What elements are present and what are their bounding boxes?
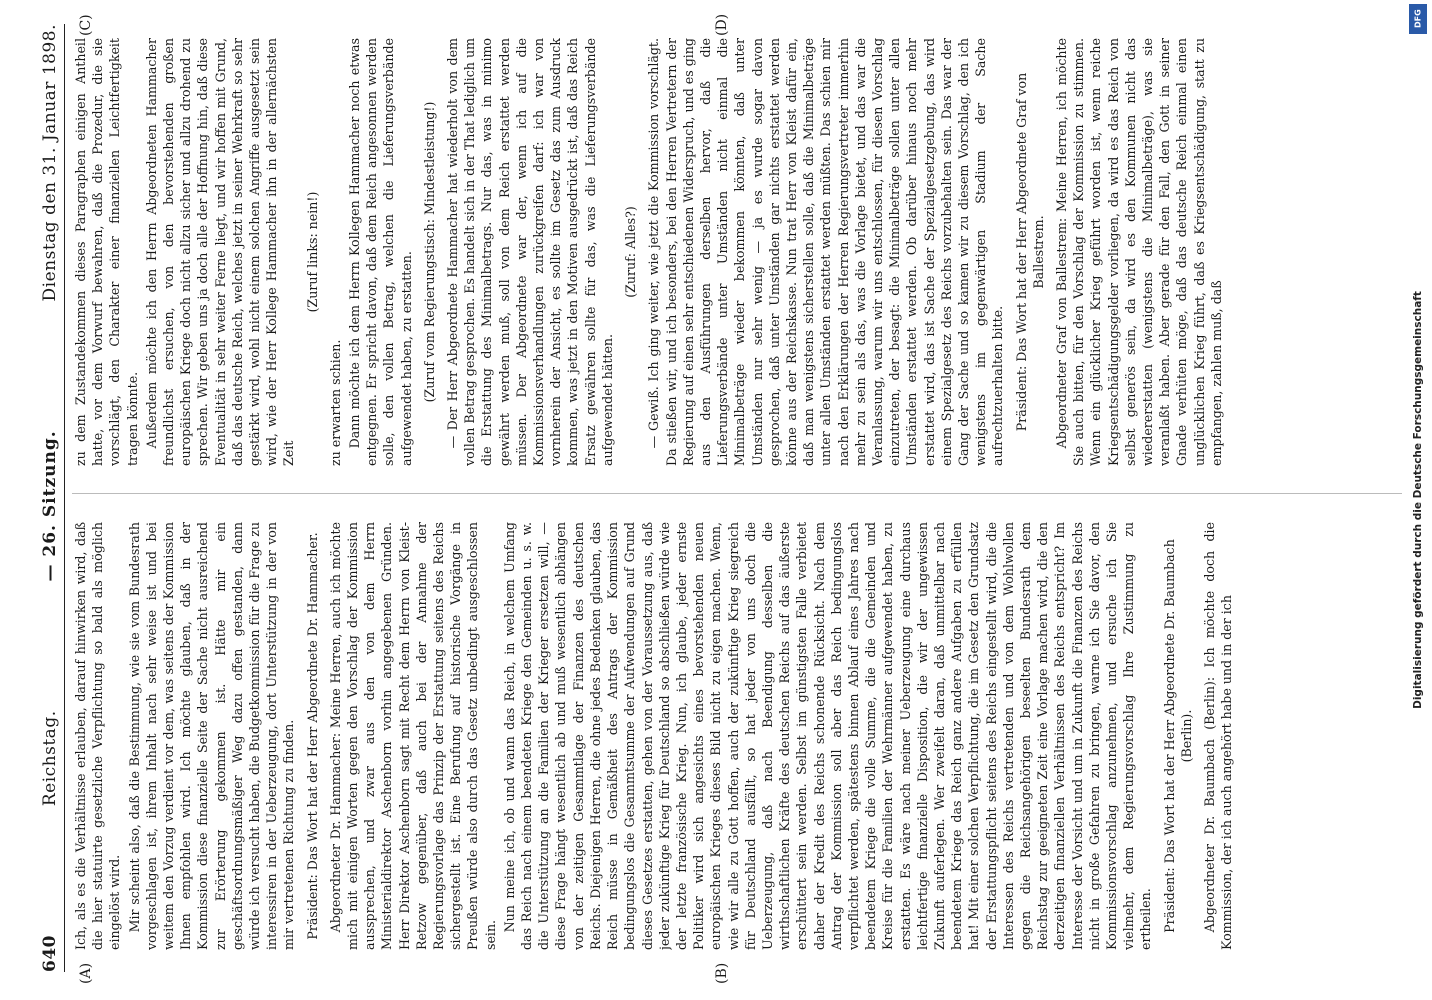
paragraph: — Der Herr Abgeordnete Hammacher hat wiederholt von dem vollen Betrag gesprochen. Es handelt sich in der That lediglich um die Erstattung des Minimalbetrags. Nur das, was in minimo gewährt werden muß, soll von dem Reich erstattet werden müssen. Der Abgeordnete war der, wenn ich auf die Kommissionsverhandlungen zurückgreifen darf: ich war von vornherein der Ansicht, es sollte im Gesetz das zum Ausdruck kommen, was jetzt in den Motiven ausgedrückt ist, daß das Reich Ersatz gewähren sollte für das, was die Lieferungsverbände aufgewendet hätten. [445,38,615,466]
paragraph: Mir scheint also, daß die Bestimmung, wie sie vom Bundesrath vorgeschlagen ist, ihrem Inhalt nach sehr weise ist und bei weitem den Vorzug verdient vor dem, was seitens der Kommission Ihnen empfohlen wird. Ich möchte glauben, daß in der Kommission diese finanzielle Seite der Sache nicht ausreichend zur Erörterung gekommen ist. Hätte mir ein geschäftsordnungsmäßiger Weg dazu offen gestanden, dann würde ich versucht haben, die Budgetkommission für die Frage zu interessiren in der Ueberzeugung, dort Unterstützung in der von mir vertretenen Richtung zu finden. [126,522,297,950]
paragraph: Nun meine ich, ob und wann das Reich, in welchem Umfang das Reich nach einem beendeten Kriege den Gemeinden u. s. w. die Unterstützung an die Familien der Krieger ersetzen will, — diese Frage hängt wesentlich ab und muß wesentlich abhängen von der zeitigen Gesammtlage der Finanzen des deutschen Reichs. Diejenigen Herren, die ohne jedes Bedenken glauben, das Reich müsse in Gemäßheit des Antrags der Kommission bedingungslos die Gesammtsumme der Aufwendungen auf Grund dieses Gesetzes erstatten, gehen von der Voraussetzung aus, daß jeder zukünftige Krieg für Deutschland so abschließen würde wie der letzte französische Krieg. Nun, ich glaube, jeder ernste Politiker wird sich angesichts eines bevorstehenden neuen europäischen Krieges dieses Bild nicht zu eigen machen. Wenn, wie wir alle zu Gott hoffen, auch der zukünftige Krieg siegreich für Deutschland ausfällt, so hat jeder von uns doch die Ueberzeugung, daß nach Beendigung desselben die wirthschaftlichen Kräfte des deutschen Reichs auf das äußerste erschüttert sein werden. Selbst im günstigsten Falle verbietet daher der Kredit des Reichs schonende Rücksicht. Nach dem Antrag der Kommission soll aber das Reich bedingungslos verpflichtet werden, spätestens binnen Ablauf eines Jahres nach beendetem Kriege die volle Summe, die die Gemeinden und Kreise für die Familien der Wehrmänner aufgewendet haben, zu erstatten. Es wäre nach meiner Ueberzeugung eine durchaus leichtfertige finanzielle Disposition, die wir der ungewissen Zukunft auferlegen. Wer zweifelt daran, daß unmittelbar nach beendetem Kriege das Reich ganz andere Aufgaben zu erfüllen hat! Mit einer solchen Verpflichtung, die im Gesetz den Grundsatz der Erstattungspflicht seitens des Reichs eingestellt wird, die die Interessen des Reichs vertretenden und von dem Wohlwollen gegen die Reichsangehörigen beseelten Bundesrath dem Reichstag zur geeigneten Zeit eine Vorlage machen wird, die den derzeitigen finanziellen Verhältnissen des Reichs entspricht? Im Interesse der Vorsicht und um in Zukunft die Finanzen des Reichs nicht in große Gefahren zu bringen, warne ich Sie davor, den Kommissionsvorschlag anzunehmen, und ersuche ich Sie vielmehr, dem Regierungsvorschlag Ihre Zustimmung zu ertheilen. [501,522,1154,950]
header-title: Reichstag. [40,710,60,807]
page-header [20,24,65,972]
paragraph: Abgeordneter Dr. Baumbach (Berlin): Ich möchte doch die Kommission, der ich auch angehört habe und in der ich [1202,522,1235,950]
paragraph: Außerdem möchte ich den Herrn Abgeordneten Hammacher freundlichst ersuchen, von den bevorstehenden großen europäischen Kriege doch nicht allzu sicher und allzu drohend zu sprechen. Wir geben uns ja doch alle der Hoffnung hin, daß diese Eventualität in sehr weiter Ferne liegt, und wir hoffen mit Grund, daß das deutsche Reich, welches jetzt in seiner Wehrkraft so sehr gestärkt wird, wohl nicht einem solchen Angriffe ausgesetzt sein wird, wie der Herr Kollege Hammacher ihn in der allernächsten Zeit [143,38,297,466]
paragraph: Abgeordneter Dr. Hammacher: Meine Herren, auch ich möchte mich mit einigen Worten gegen den Vorschlag der Kommission aussprechen, und zwar aus den von dem Herrn Ministerialdirektor Aschenborn vorhin angegebenen Gründen. Herr Direktor Aschenborn sagt mit Recht dem Herrn von Kleist-Retzow gegenüber, daß auch bei der Annahme der Regierungsvorlage das Prinzip der Erstattung seitens des Reichs sichergestellt ist. Eine Berufung auf historische Vorgänge in Preußen würde also durch das Gesetz unbedingt ausgeschlossen sein. [327,522,498,950]
margin-letter-d: (D) [714,13,730,36]
header-date: Dienstag den 31. Januar 1898. [40,24,60,302]
digitization-sidebar [1404,0,1432,1000]
margin-letter-b: (B) [714,962,730,984]
margin-letter-a: (A) [78,962,94,984]
digitization-note: Digitalisierung gefördert durch die Deutsche Forschungsgemeinschaft [1412,291,1425,709]
speaker-announcement: Präsident: Das Wort hat der Herr Abgeordnete Dr. Baumbach (Berlin). [1161,539,1194,933]
paragraph: Dann möchte ich dem Herrn Kollegen Hammacher noch etwas entgegnen. Er spricht davon, daß dem Reich angesonnen werden solle, den vollen Betrag, welchen die Lieferungsverbände aufgewendet haben, zu erstatten. [347,38,414,466]
interjection: (Zuruf: Alles?) [623,206,639,298]
header-session: — 26. Sitzung. [40,430,60,582]
speaker-announcement: Präsident: Das Wort hat der Herr Abgeordnete Graf von Ballestrem. [1013,72,1046,432]
interjection: (Zuruf links: nein!) [304,191,320,313]
left-column [72,522,1402,950]
interjection: (Zuruf vom Regierungstisch: Mindestleistung!) [421,101,437,403]
paragraph: — Gewiß. Ich ging weiter, wie jetzt die Kommission vorschlägt. Da stießen wir, und ich besonders, bei den Herren Vertretern der Regierung auf einen sehr entschiedenen Widerspruch, und es ging aus den Ausführungen derselben hervor, daß die Lieferungsverbände unter Umständen nicht einmal die Minimalbeträge wieder bekommen könnten, daß unter Umständen nur sehr wenig — ja es wurde sogar davon gesprochen, daß unter Umständen gar nichts erstattet werden könne aus der Reichskasse. Nun trat Herr von Kleist dafür ein, daß man wenigstens sicherstellen solle, daß die Minimalbeträge unter allen Umständen erstattet werden müßten. Das schien mir nach den Erklärungen der Herren Regierungsvertreter immerhin mehr zu sein als das, was die Vorlage bietet, und das war die Veranlassung, warum wir uns entschlossen, für diesen Vorschlag einzutreten, der besagt: die Minimalbeträge sollen unter allen Umständen erstattet werden. Ob darüber hinaus noch mehr erstattet wird, das ist Sache der Spezialgesetzgebung, das wird einem Spezialgesetz des Reichs vorzubehalten sein. Das war der Gang der Sache und so kamen wir zu diesem Vorschlag, den ich wenigstens im gegenwärtigen Stadium der Sache aufrechtzuerhalten bitte. [646,38,1006,466]
rotated-newspaper-page [14,6,1416,990]
right-column [72,38,1402,466]
paragraph: zu dem Zustandekommen dieses Paragraphen einigen Antheil hatte, vor dem Vorwurf bewahren, daß die Prozedur, die sie vorschlägt, den Charakter einer finanziellen Leichtfertigkeit tragen könnte. [73,38,140,466]
paragraph: Abgeordneter Graf von Ballestrem: Meine Herren, ich möchte Sie auch bitten, für den Vorschlag der Kommission zu stimmen. Wenn ein glücklicher Krieg geführt worden ist, wenn reiche Kriegsentschädigungsgelder vorliegen, da wird es das Reich von selbst generös sein, da wird es den Kommunen nicht das wiedererstatten (wenigstens die Minimalbeträge), was sie veranlaßt haben. Aber gerade für den Fall, den Gott in seiner Gnade verhüten möge, daß das deutsche Reich einmal einen unglücklichen Krieg führt, daß es Kriegsentschädigung, statt zu empfangen, zahlen muß, daß [1053,38,1224,466]
margin-letter-c: (C) [78,14,94,36]
speaker-announcement: Präsident: Das Wort hat der Herr Abgeordnete Dr. Hammacher. [304,532,320,940]
paragraph: zu erwarten schien. [327,339,343,466]
dfg-logo-icon: DFG [1409,4,1427,34]
column-divider [72,493,1402,494]
paragraph: Ich, als es die Verhältnisse erlauben, darauf hinwirken wird, daß die hier statuirte gesetzliche Verpflichtung so bald als möglich eingelöst wird. [73,522,123,950]
page-number: 640 [40,935,60,972]
